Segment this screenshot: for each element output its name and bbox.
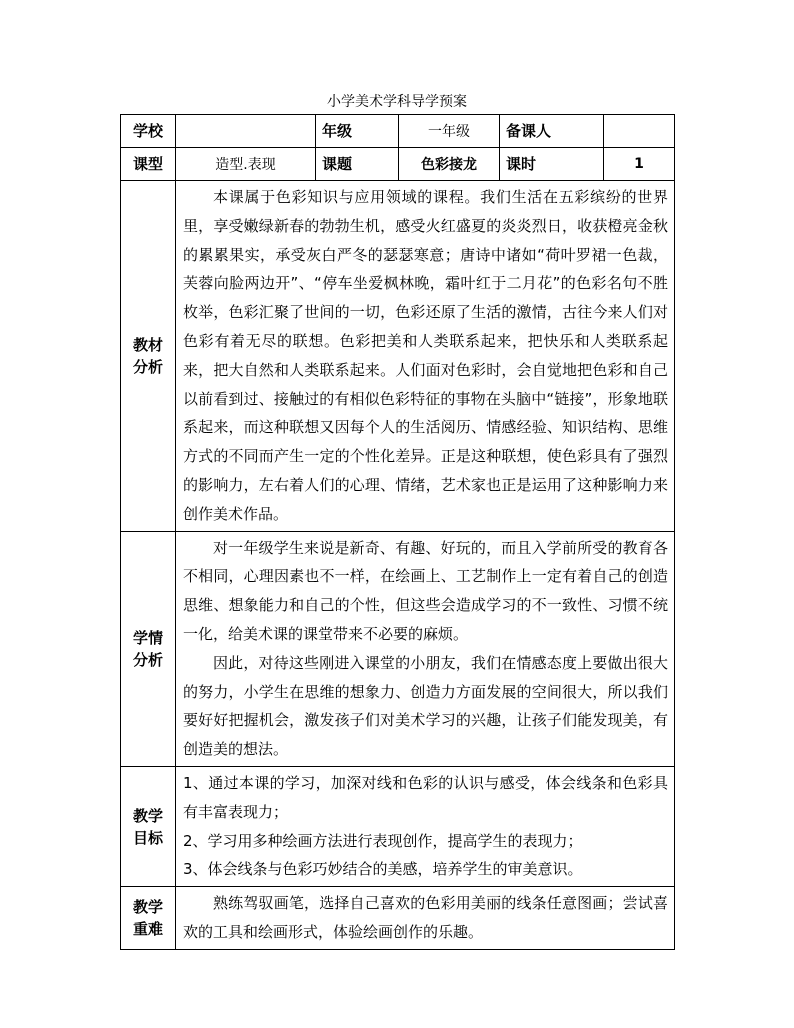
teaching-difficulty-cell: [176, 887, 675, 950]
row-school-grade: [121, 115, 675, 148]
learner-label-line2: 分析: [132, 650, 163, 669]
type-value: 造型.表现: [176, 148, 316, 181]
type-label: 课型: [121, 148, 176, 181]
row-textbook-analysis: [121, 181, 675, 532]
row-type-topic: [121, 148, 675, 181]
learner-paragraph-1: 对一年级学生来说是新奇、有趣、好玩的，而且入学前所受的教育各不相同，心理因素也不一样，在绘画上、工艺制作上一定有着自己的创造思维、想象能力和自己的个性，但这些会造成学习的不一致性、习惯不统一化，给美术课的课堂带来不必要的麻烦。: [183, 538, 668, 643]
topic-label: 课题: [316, 148, 399, 181]
row-teaching-difficulty: [121, 887, 675, 950]
goals-label-line1: 教学: [132, 806, 163, 825]
preparer-value: [604, 115, 675, 148]
learner-label-line1: 学情: [132, 628, 163, 647]
goal-item: 3、体会线条与色彩巧妙结合的美感，培养学生的审美意识。: [183, 860, 583, 879]
textbook-label-line1: 教材: [132, 335, 163, 354]
textbook-label-line2: 分析: [132, 357, 163, 376]
learner-analysis-cell: [176, 531, 675, 766]
row-learner-analysis: [121, 531, 675, 766]
hours-label: 课时: [500, 148, 604, 181]
teaching-goals-label: [121, 766, 176, 886]
learner-analysis-label: [121, 531, 176, 766]
lesson-plan-table: [120, 114, 675, 950]
row-teaching-goals: [121, 766, 675, 886]
difficulty-label-line2: 重难: [132, 919, 163, 938]
goal-item: 1、通过本课的学习，加深对线和色彩的认识与感受，体会线条和色彩具有丰富表现力；: [183, 773, 668, 821]
teaching-difficulty-label: [121, 887, 176, 950]
hours-value: 1: [604, 148, 675, 181]
document-title: 小学美术学科导学预案: [327, 94, 467, 110]
school-label: 学校: [121, 115, 176, 148]
textbook-analysis-label: [121, 181, 176, 532]
goals-label-line2: 目标: [132, 828, 163, 847]
preparer-label: 备课人: [500, 115, 604, 148]
topic-value: 色彩接龙: [399, 148, 500, 181]
difficulty-label-line1: 教学: [132, 897, 163, 916]
school-value: [176, 115, 316, 148]
textbook-analysis-cell: [176, 181, 675, 532]
grade-value: 一年级: [399, 115, 500, 148]
teaching-goals-cell: [176, 766, 675, 886]
learner-paragraph-2: 因此，对待这些刚进入课堂的小朋友，我们在情感态度上要做出很大的努力，小学生在思维的想象力、创造力方面发展的空间很大，所以我们要好好把握机会，激发孩子们对美术学习的兴趣，让孩子们能发现美，有创造美的想法。: [183, 653, 668, 759]
difficulty-text: 熟练驾驭画笔，选择自己喜欢的色彩用美丽的线条任意图画；尝试喜欢的工具和绘画形式，体验绘画创作的乐趣。: [183, 894, 668, 941]
goal-item: 2、学习用多种绘画方法进行表现创作，提高学生的表现力；: [183, 831, 583, 850]
textbook-analysis-text: 本课属于色彩知识与应用领域的课程。我们生活在五彩缤纷的世界里，享受嫩绿新春的勃勃生机，感受火红盛夏的炎炎烈日，收获橙亮金秋的累累果实，承受灰白严冬的瑟瑟寒意；唐诗中诸如“荷叶罗裙一色裁，芙蓉向脸两边开”、“停车坐爱枫林晚，霜叶红于二月花”的色彩名句不胜枚举，色彩汇聚了世间的一切，色彩还原了生活的激情，古往今来人们对色彩有着无尽的联想。色彩把美和人类联系起来，把快乐和人类联系起来，把大自然和人类联系起来。人们面对色彩时，会自觉地把色彩和自己以前看到过、接触过的有相似色彩特征的事物在头脑中“链接”，形象地联系起来，而这种联想又因每个人的生活阅历、情感经验、知识结构、思维方式的不同而产生一定的个性化差异。正是这种联想，使色彩具有了强烈的影响力，左右着人们的心理、情绪，艺术家也正是运用了这种影响力来创作美术作品。: [183, 188, 668, 523]
grade-label: 年级: [316, 115, 399, 148]
